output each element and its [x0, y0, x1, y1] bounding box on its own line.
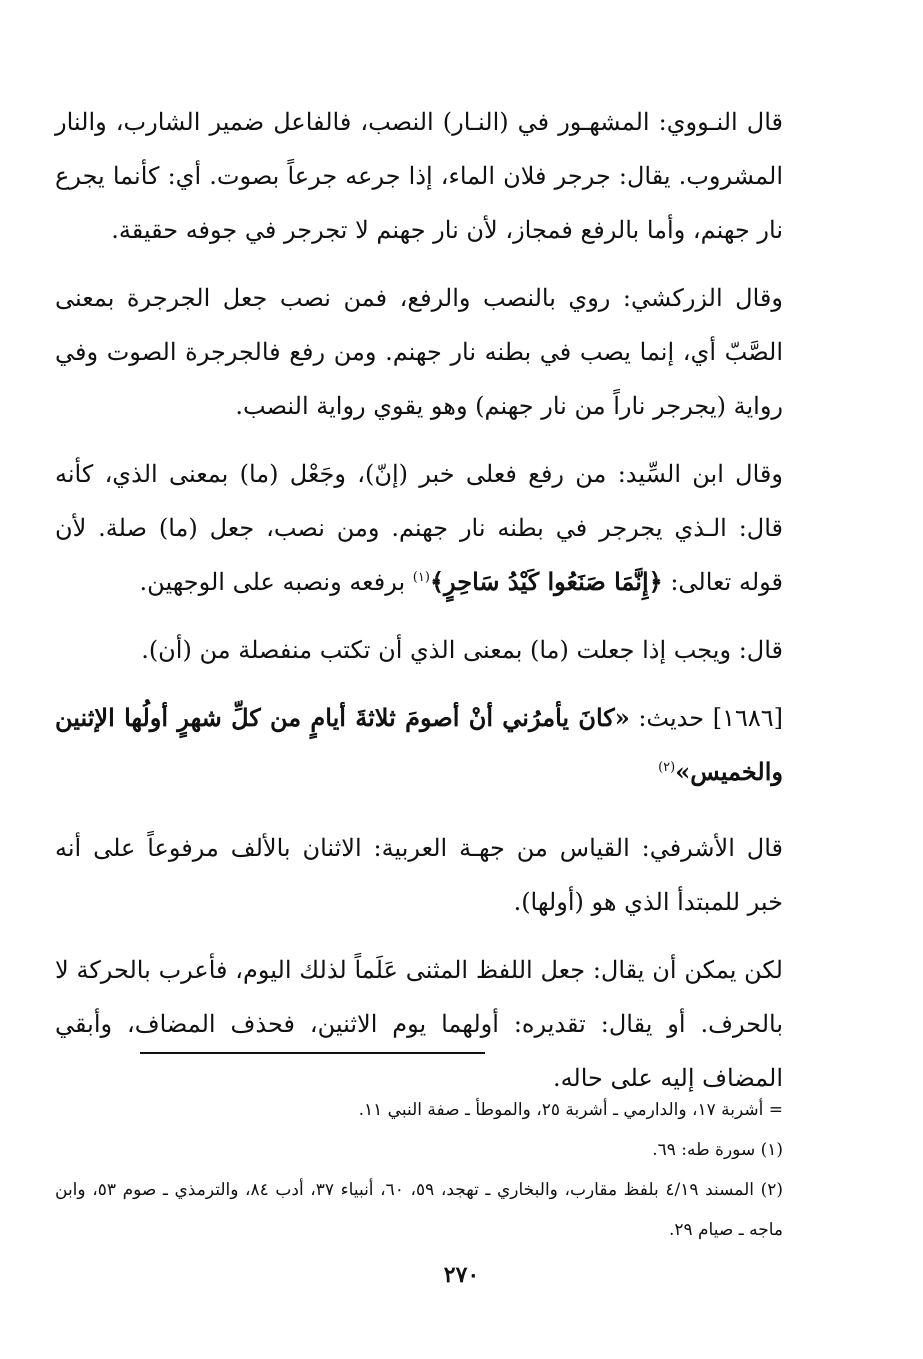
footnotes	[55, 1090, 783, 1250]
paragraph-ashrafi: قال الأشرفي: القياس من جهـة العربية: الاثنان بالألف مرفوعاً على أنه خبر للمبتدأ الذي هو (أولها).	[55, 834, 783, 916]
footnote-1: (١) سورة طه: ٦٩.	[652, 1140, 783, 1160]
paragraph-zarkashi: وقال الزركشي: روي بالنصب والرفع، فمن نصب جعل الجرجرة بمعنى الصَّبّ أي، إنما يصب في بطنه نار جهنم. ومن رفع فالجرجرة الصوت وفي رواية (يجرجر ناراً من نار جهنم) وهو يقوي رواية النصب.	[55, 284, 783, 420]
footnote-ref-1: (١)	[412, 570, 430, 585]
footnote-2: (٢) المسند ٤/١٩ بلفظ مقارب، والبخاري ـ تهجد، ٥٩، ٦٠، أنبياء ٣٧، أدب ٨٤، والترمذي ـ صوم ٥٣، وابن ماجه ـ صيام ٢٩.	[55, 1180, 784, 1240]
main-text	[55, 95, 783, 1119]
paragraph-qala: قال: ويجب إذا جعلت (ما) بمعنى الذي أن تكتب منفصلة من (أن).	[141, 636, 783, 664]
ibn-sid-text: وقال ابن السِّيد: من رفع فعلى خبر (إنّ)، وجَعْل (ما) بمعنى الذي، كأنه قال: الـذي يجرجر في بطنه نار جهنم. ومن نصب، جعل (ما) صلة. لأن قوله تعالى:	[55, 460, 783, 596]
hadith-entry	[55, 691, 783, 799]
paragraph-lakin: لكن يمكن أن يقال: جعل اللفظ المثنى عَلَماً لذلك اليوم، فأعرب بالحركة لا بالحرف. أو يقال: تقديره: أولهما يوم الاثنين، فحذف المضاف، وأبقي المضاف إليه على حاله.	[55, 956, 783, 1092]
hadith-number: [١٦٨٦]	[712, 704, 784, 732]
paragraph-ibn-sid	[55, 447, 783, 609]
page-number: ٢٧٠	[443, 1262, 480, 1288]
footnote-separator	[140, 1052, 485, 1054]
paragraph-nawawi: قال النـووي: المشهـور في (النـار) النصب، فالفاعل ضمير الشارب، والنار المشروب. يقال: جرجر فلان الماء، إذا جرعه جرعاً بصوت. أي: كأنما يجرع نار جهنم، وأما بالرفع فمجاز، لأن نار جهنم لا تجرجر في جوفه حقيقة.	[55, 108, 783, 244]
ibn-sid-text-after: برفعه ونصبه على الوجهين.	[139, 568, 406, 596]
hadith-label: حديث:	[638, 704, 705, 732]
hadith-text: «كانَ يأمرُني أنْ أصومَ ثلاثةَ أيامٍ من كلِّ شهرٍ أولُها الإثنين والخميس»	[55, 703, 783, 786]
footnote-continuation: = أشربة ١٧، والدارمي ـ أشربة ٢٥، والموطأ ـ صفة النبي ١١.	[358, 1100, 783, 1120]
footnote-ref-2: (٢)	[658, 760, 676, 775]
quran-quote: ﴿إِنَّمَا صَنَعُوا كَيْدُ سَاحِرٍ﴾	[429, 567, 663, 596]
